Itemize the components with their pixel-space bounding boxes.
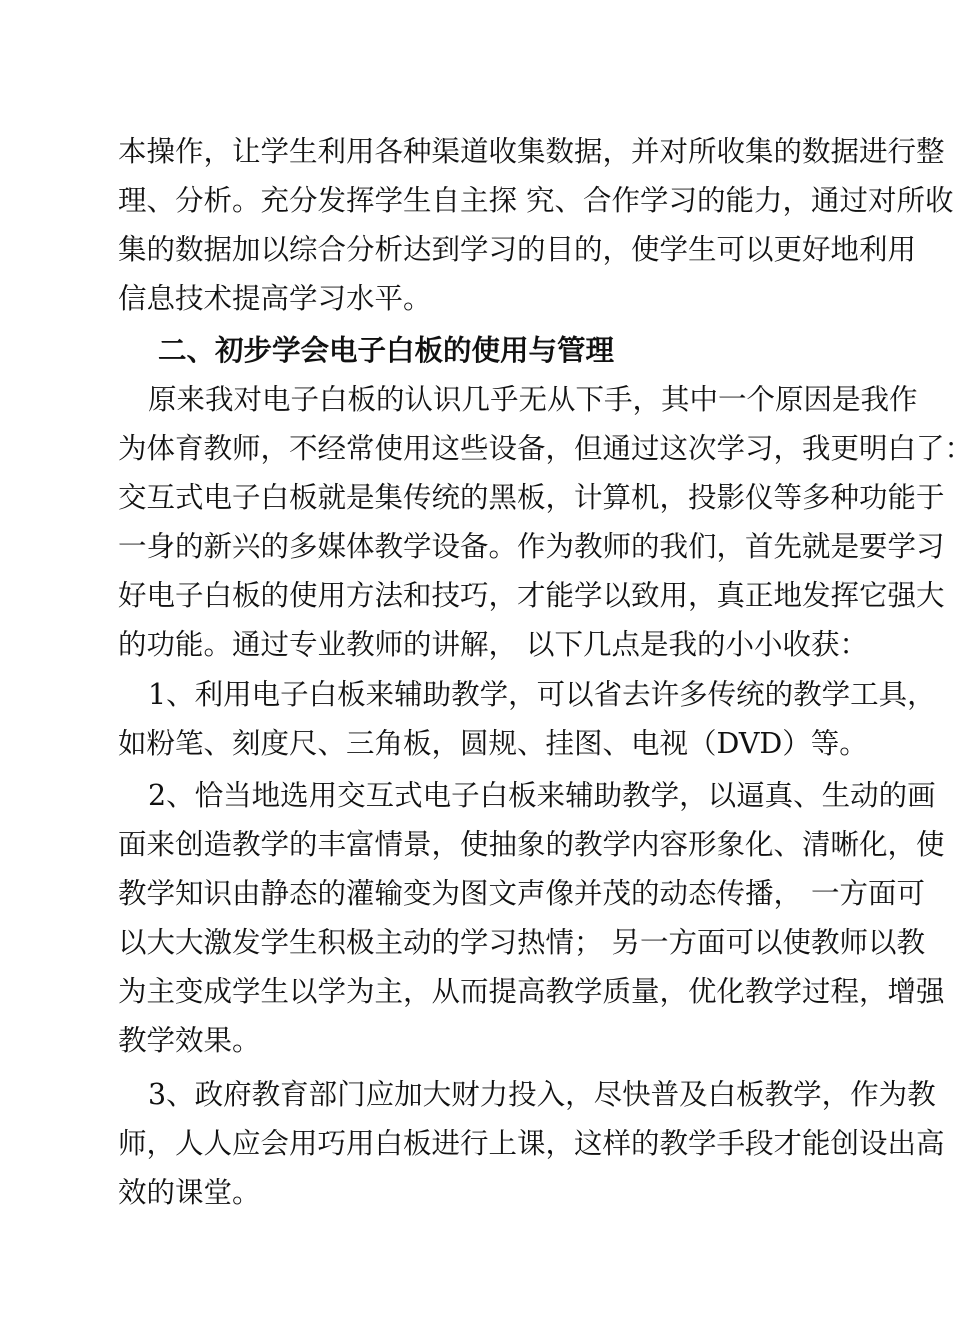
paragraph-line: 本操作，让学生利用各种渠道收集数据，并对所收集的数据进行整 <box>118 135 945 168</box>
list-item-line: 2、恰当地选用交互式电子白板来辅助教学，以逼真、生动的画 <box>148 779 936 812</box>
list-item-line: 效的课堂。 <box>118 1176 261 1209</box>
list-item-line: 教学效果。 <box>118 1024 261 1057</box>
list-item-line: 教学知识由静态的灌输变为图文声像并茂的动态传播， 一方面可 <box>118 877 926 910</box>
list-item-line: 以大大激发学生积极主动的学习热情； 另一方面可以使教师以教 <box>118 926 926 959</box>
paragraph-line: 交互式电子白板就是集传统的黑板，计算机，投影仪等多种功能于 <box>118 481 945 514</box>
paragraph-line: 信息技术提高学习水平。 <box>118 282 432 315</box>
list-item-line: 面来创造教学的丰富情景，使抽象的教学内容形象化、清晰化，使 <box>118 828 945 861</box>
paragraph-line: 理、分析。充分发挥学生自主探 究、合作学习的能力，通过对所收 <box>118 184 954 217</box>
list-item-line: 如粉笔、刻度尺、三角板，圆规、挂图、电视（DVD）等。 <box>118 727 868 760</box>
list-item-line: 师，人人应会用巧用白板进行上课，这样的教学手段才能创设出高 <box>118 1127 945 1160</box>
paragraph-line: 为体育教师，不经常使用这些设备，但通过这次学习，我更明白了： <box>118 432 973 465</box>
paragraph-line: 集的数据加以综合分析达到学习的目的，使学生可以更好地利用 <box>118 233 917 266</box>
paragraph-line: 好电子白板的使用方法和技巧，才能学以致用，真正地发挥它强大 <box>118 579 945 612</box>
list-item-line: 为主变成学生以学为主，从而提高教学质量，优化教学过程，增强 <box>118 975 945 1008</box>
section-heading: 二、初步学会电子白板的使用与管理 <box>158 334 615 367</box>
paragraph-line: 原来我对电子白板的认识几乎无从下手，其中一个原因是我作 <box>148 383 918 416</box>
paragraph-line: 的功能。通过专业教师的讲解， 以下几点是我的小小收获： <box>118 628 869 661</box>
paragraph-line: 一身的新兴的多媒体教学设备。作为教师的我们，首先就是要学习 <box>118 530 945 563</box>
list-item-line: 1、利用电子白板来辅助教学，可以省去许多传统的教学工具， <box>148 678 936 711</box>
list-item-line: 3、政府教育部门应加大财力投入，尽快普及白板教学，作为教 <box>148 1078 936 1111</box>
